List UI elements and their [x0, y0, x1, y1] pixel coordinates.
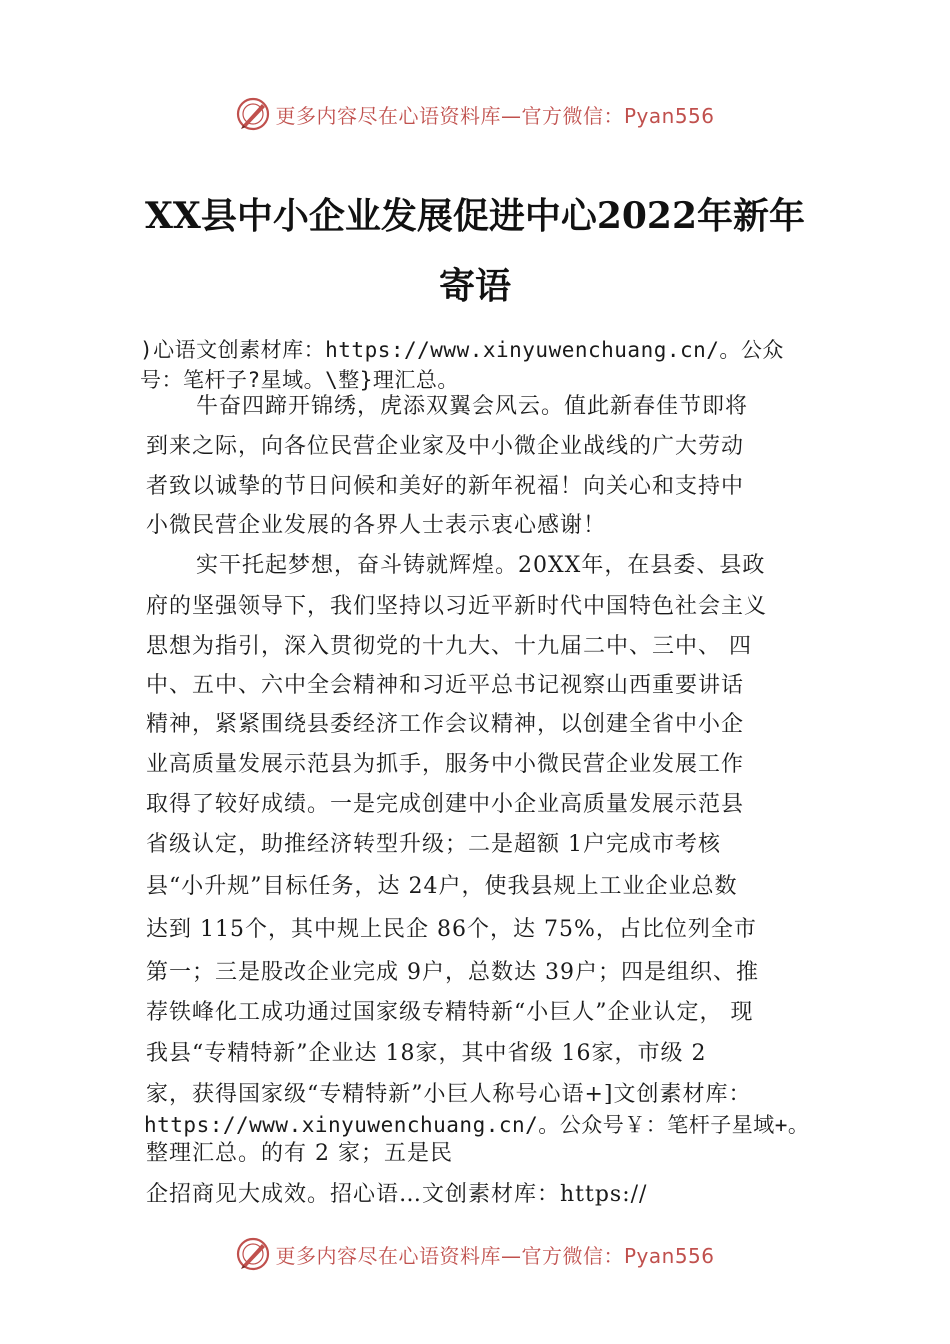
body-line: 我县“专精特新”企业达 18家，其中省级 16家，市级 2: [146, 1041, 707, 1066]
body-line: 荐铁峰化工成功通过国家级专精特新“小巨人”企业认定， 现: [146, 1000, 754, 1025]
body-line: https://www.xinyuwenchuang.cn/。公众号￥：笔杆子星域+。: [144, 1113, 810, 1137]
body-line: 号：笔杆子?星域。\整}理汇总。: [140, 368, 459, 392]
wechat-handle: Pyan556: [623, 1243, 715, 1268]
pen-seal-icon: [235, 96, 271, 132]
body-line: )心语文创素材库：https://www.xinyuwenchuang.cn/。公众: [140, 338, 784, 362]
watermark-text: 更多内容尽在心语资料库—官方微信：Pyan556: [275, 1243, 715, 1268]
watermark-text: 更多内容尽在心语资料库—官方微信：Pyan556: [275, 103, 715, 128]
document-title-line-2: 寄语: [438, 265, 511, 307]
body-line: 省级认定，助推经济转型升级；二是超额 1户完成市考核: [146, 832, 721, 857]
header-watermark-banner: [0, 94, 950, 134]
body-line: 牛奋四蹄开锦绣，虎添双翼会风云。值此新春佳节即将: [196, 394, 749, 419]
body-line: 府的坚强领导下，我们坚持以习近平新时代中国特色社会主义: [146, 594, 768, 619]
body-line: 企招商见大成效。招心语…文创素材库：https://: [146, 1182, 648, 1207]
body-line: 思想为指引，深入贯彻党的十九大、十九届二中、三中、 四: [146, 634, 752, 659]
footer-watermark-banner: [0, 1234, 950, 1274]
body-line: 到来之际，向各位民营企业家及中小微企业战线的广大劳动: [146, 434, 745, 459]
pen-seal-icon: [235, 1236, 271, 1272]
body-line: 家，获得国家级“专精特新”小巨人称号心语+]文创素材库：: [146, 1082, 752, 1107]
body-line: 县“小升规”目标任务，达 24户，使我县规上工业企业总数: [146, 874, 738, 899]
body-line: 中、五中、六中全会精神和习近平总书记视察山西重要讲话: [146, 673, 745, 698]
wechat-handle: Pyan556: [623, 103, 715, 128]
document-title-line-1: XX县中小企业发展促进中心2022年新年: [144, 195, 806, 237]
body-line: 精神，紧紧围绕县委经济工作会议精神，以创建全省中小企: [146, 712, 745, 737]
body-line: 第一；三是股改企业完成 9户，总数达 39户；四是组织、推: [146, 960, 759, 985]
body-line: 小微民营企业发展的各界人士表示衷心感谢！: [146, 513, 607, 538]
body-line: 取得了较好成绩。一是完成创建中小企业高质量发展示范县: [146, 792, 745, 817]
body-line: 业高质量发展示范县为抓手，服务中小微民营企业发展工作: [146, 752, 745, 777]
body-line: 达到 115个，其中规上民企 86个，达 75%，占比位列全市: [146, 917, 757, 942]
body-line: 者致以诚挚的节日问候和美好的新年祝福！向关心和支持中: [146, 474, 745, 499]
body-line: 整理汇总。的有 2 家；五是民: [146, 1141, 453, 1166]
body-line: 实干托起梦想，奋斗铸就辉煌。20XX年，在县委、县政: [196, 553, 766, 578]
